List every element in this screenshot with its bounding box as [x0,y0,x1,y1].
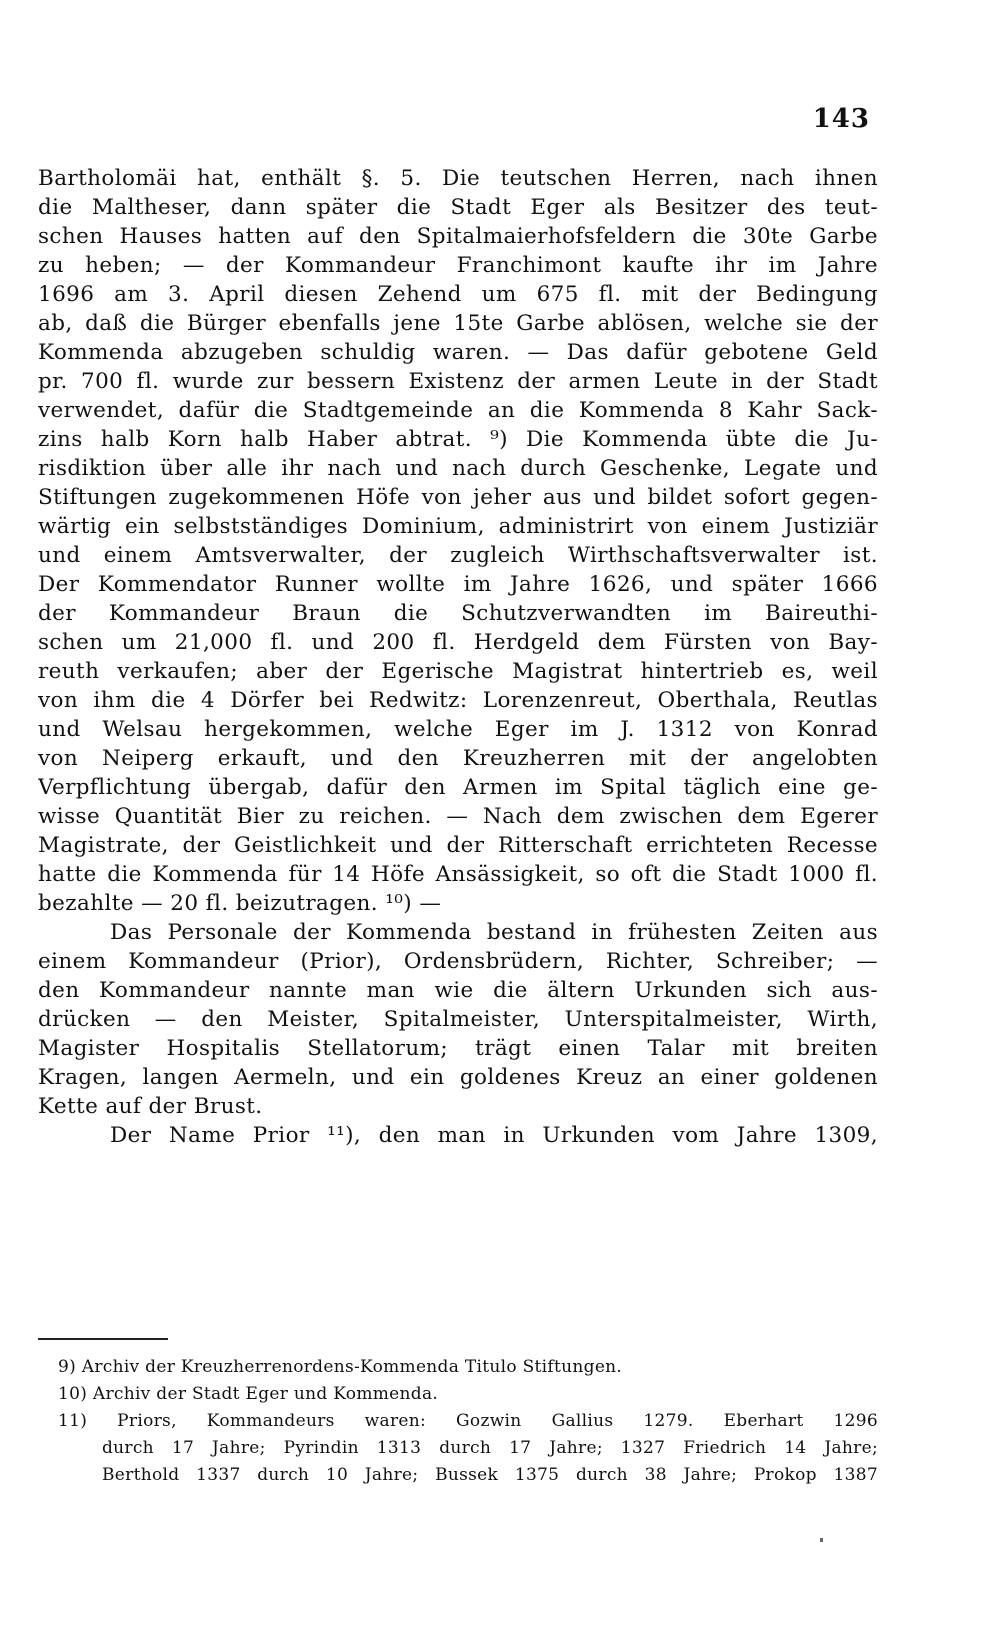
body-line: von Neiperg erkauft, und den Kreuzherren mit der angelobten [38,746,878,771]
footnote-10: 10) Archiv der Stadt Eger und Kommenda. [58,1384,439,1404]
footnotes [58,1354,878,1489]
body-line-paragraph-start: Das Personale der Kommenda bestand in frühesten Zeiten aus [110,920,878,945]
paper-speck [820,1538,823,1542]
body-line: zins halb Korn halb Haber abtrat. ⁹) Die Kommenda übte die Ju- [38,427,878,452]
body-line: Kette auf der Brust. [38,1094,263,1119]
body-line: bezahlte — 20 fl. beizutragen. ¹⁰) — [38,891,442,916]
body-line: risdiktion über alle ihr nach und nach durch Geschenke, Legate und [38,456,878,481]
footnote-divider [38,1338,168,1340]
body-line: reuth verkaufen; aber der Egerische Magistrat hintertrieb es, weil [38,659,878,684]
body-line: Kragen, langen Aermeln, und ein goldenes Kreuz an einer goldenen [38,1065,878,1090]
body-line: Magister Hospitalis Stellatorum; trägt einen Talar mit breiten [38,1036,878,1061]
footnote-9: 9) Archiv der Kreuzherrenordens-Kommenda Titulo Stiftungen. [58,1357,623,1377]
body-line: und einem Amtsverwalter, der zugleich Wirthschaftsverwalter ist. [38,543,878,568]
body-line: 1696 am 3. April diesen Zehend um 675 fl. mit der Bedingung [38,282,878,307]
body-line: verwendet, dafür die Stadtgemeinde an die Kommenda 8 Kahr Sack- [38,398,878,423]
body-line: und Welsau hergekommen, welche Eger im J. 1312 von Konrad [38,717,878,742]
body-line: wärtig ein selbstständiges Dominium, administrirt von einem Justiziär [38,514,878,539]
body-line: zu heben; — der Kommandeur Franchimont kaufte ihr im Jahre [38,253,878,278]
body-line: die Maltheser, dann später die Stadt Eger als Besitzer des teut- [38,195,878,220]
body-line: Der Kommendator Runner wollte im Jahre 1626, und später 1666 [38,572,878,597]
footnote-11-continued: Berthold 1337 durch 10 Jahre; Bussek 1375 durch 38 Jahre; Prokop 1387 [102,1465,878,1485]
body-text [38,164,878,1150]
body-line: Bartholomäi hat, enthält §. 5. Die teutschen Herren, nach ihnen [38,166,878,191]
body-line: drücken — den Meister, Spitalmeister, Unterspitalmeister, Wirth, [38,1007,878,1032]
body-line: Kommenda abzugeben schuldig waren. — Das dafür gebotene Geld [38,340,878,365]
body-line-paragraph-start: Der Name Prior ¹¹), den man in Urkunden vom Jahre 1309, [110,1123,878,1148]
body-line: der Kommandeur Braun die Schutzverwandten im Baireuthi- [38,601,878,626]
body-line: Magistrate, der Geistlichkeit und der Ritterschaft errichteten Recesse [38,833,878,858]
body-line: von ihm die 4 Dörfer bei Redwitz: Lorenzenreut, Oberthala, Reutlas [38,688,878,713]
body-line: Verpflichtung übergab, dafür den Armen im Spital täglich eine ge- [38,775,878,800]
footnote-11-continued: durch 17 Jahre; Pyrindin 1313 durch 17 Jahre; 1327 Friedrich 14 Jahre; [102,1438,878,1458]
body-line: Stiftungen zugekommenen Höfe von jeher aus und bildet sofort gegen- [38,485,878,510]
body-line: schen um 21,000 fl. und 200 fl. Herdgeld dem Fürsten von Bay- [38,630,878,655]
body-line: hatte die Kommenda für 14 Höfe Ansässigkeit, so oft die Stadt 1000 fl. [38,862,878,887]
body-line: wisse Quantität Bier zu reichen. — Nach dem zwischen dem Egerer [38,804,878,829]
body-line: schen Hauses hatten auf den Spitalmaierhofsfeldern die 30te Garbe [38,224,878,249]
body-line: ab, daß die Bürger ebenfalls jene 15te Garbe ablösen, welche sie der [38,311,878,336]
body-line: pr. 700 fl. wurde zur bessern Existenz der armen Leute in der Stadt [38,369,878,394]
body-line: einem Kommandeur (Prior), Ordensbrüdern, Richter, Schreiber; — [38,949,878,974]
footnote-11: 11) Priors, Kommandeurs waren: Gozwin Gallius 1279. Eberhart 1296 [58,1411,878,1431]
page-number: 143 [812,104,870,134]
body-line: den Kommandeur nannte man wie die ältern Urkunden sich aus- [38,978,878,1003]
